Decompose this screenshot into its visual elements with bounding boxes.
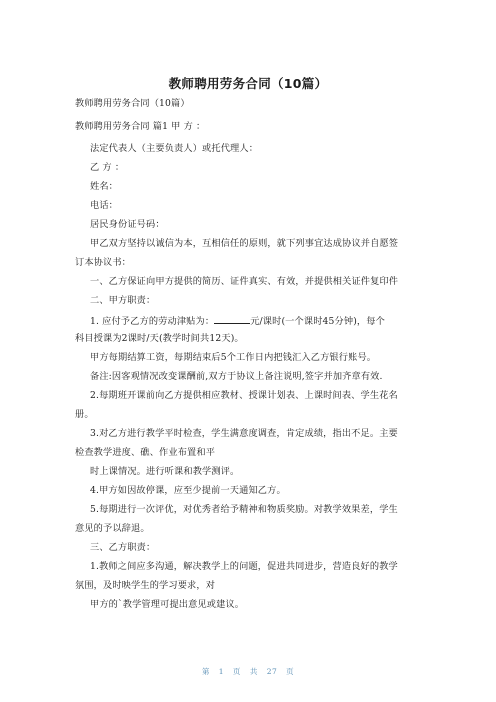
- text-line: 教师聘用劳务合同 篇1 甲 方 ：: [75, 121, 206, 132]
- text-line: 3.对乙方进行教学平时检查，学生满意度调查，肯定成绩，指出不足。主要: [90, 428, 398, 439]
- text-line: 5.每期进行一次评优，对优秀者给予精神和物质奖励。对教学效果差，学生: [90, 504, 398, 515]
- text-line: 二、甲方职责：: [90, 295, 156, 306]
- text-line: 4.甲方如因故停课，应至少提前一天通知乙方。: [90, 485, 286, 496]
- text-line: 2.每期班开课前向乙方提供相应教材、授课计划表、上课时间表、学生花名: [90, 390, 398, 401]
- document-title: 教师聘用劳务合同（10篇）: [168, 76, 328, 91]
- text-line: 乙 方 ：: [90, 162, 125, 173]
- page-unit: 页: [232, 667, 241, 676]
- text-line: 一、乙方保证向甲方提供的简历、证件真实、有效，并提供相关证件复印件: [90, 276, 399, 287]
- text-line: [90, 314, 435, 328]
- text-line: 册。: [75, 409, 94, 420]
- text-line: 甲方的`教学管理可提出意见或建议。: [90, 599, 245, 610]
- text-line: 订本协议书：: [75, 257, 132, 268]
- total-unit: 页: [286, 667, 295, 676]
- total-pages: 27: [266, 667, 278, 676]
- text-line: 检查教学进度、礁、作业布置和平: [75, 447, 216, 458]
- text-line: 居民身份证号码：: [90, 219, 165, 230]
- text-line: 姓名：: [90, 181, 119, 192]
- text-line: 1.教师之间应多沟通，解决教学上的问题，促进共同进步，营造良好的教学: [90, 561, 398, 572]
- total-label: 共: [249, 667, 258, 676]
- text-line: 电话：: [90, 200, 119, 211]
- text-line: 时上课情况。进行听课和教学测评。: [90, 466, 240, 477]
- page-label: 第: [201, 667, 210, 676]
- text-line: 教师聘用劳务合同（10篇）: [75, 98, 190, 109]
- text-line: 氛围，及时映学生的学习要求，对: [75, 580, 216, 591]
- text-line: 甲乙双方坚持以诚信为本，互相信任的原则，就下列事宜达成协议并自愿签: [90, 238, 399, 249]
- text-line: 法定代表人（主要负责人）或托代理人：: [90, 143, 259, 154]
- text-line: 三、乙方职责：: [90, 542, 156, 553]
- text-line: 意见的予以辞退。: [75, 523, 150, 534]
- text-line: 科目授课为2课时/天(教学时间共12天)。: [75, 333, 244, 344]
- text-line: 甲方每期结算工资，每期结束后5个工作日内把钱汇入乙方银行账号。: [90, 352, 377, 363]
- allowance-unit: 元/课时(一个课时45分钟)，每个: [250, 316, 385, 327]
- page-footer: [0, 666, 496, 677]
- page-number: 1: [218, 667, 225, 676]
- allowance-label: 1. 应付予乙方的劳动津贴为：: [90, 316, 215, 327]
- allowance-blank: [214, 314, 250, 324]
- text-line: 备注:因客观情况改变课酬前,双方于协议上备注说明,签字并加齐章有效.: [90, 371, 383, 382]
